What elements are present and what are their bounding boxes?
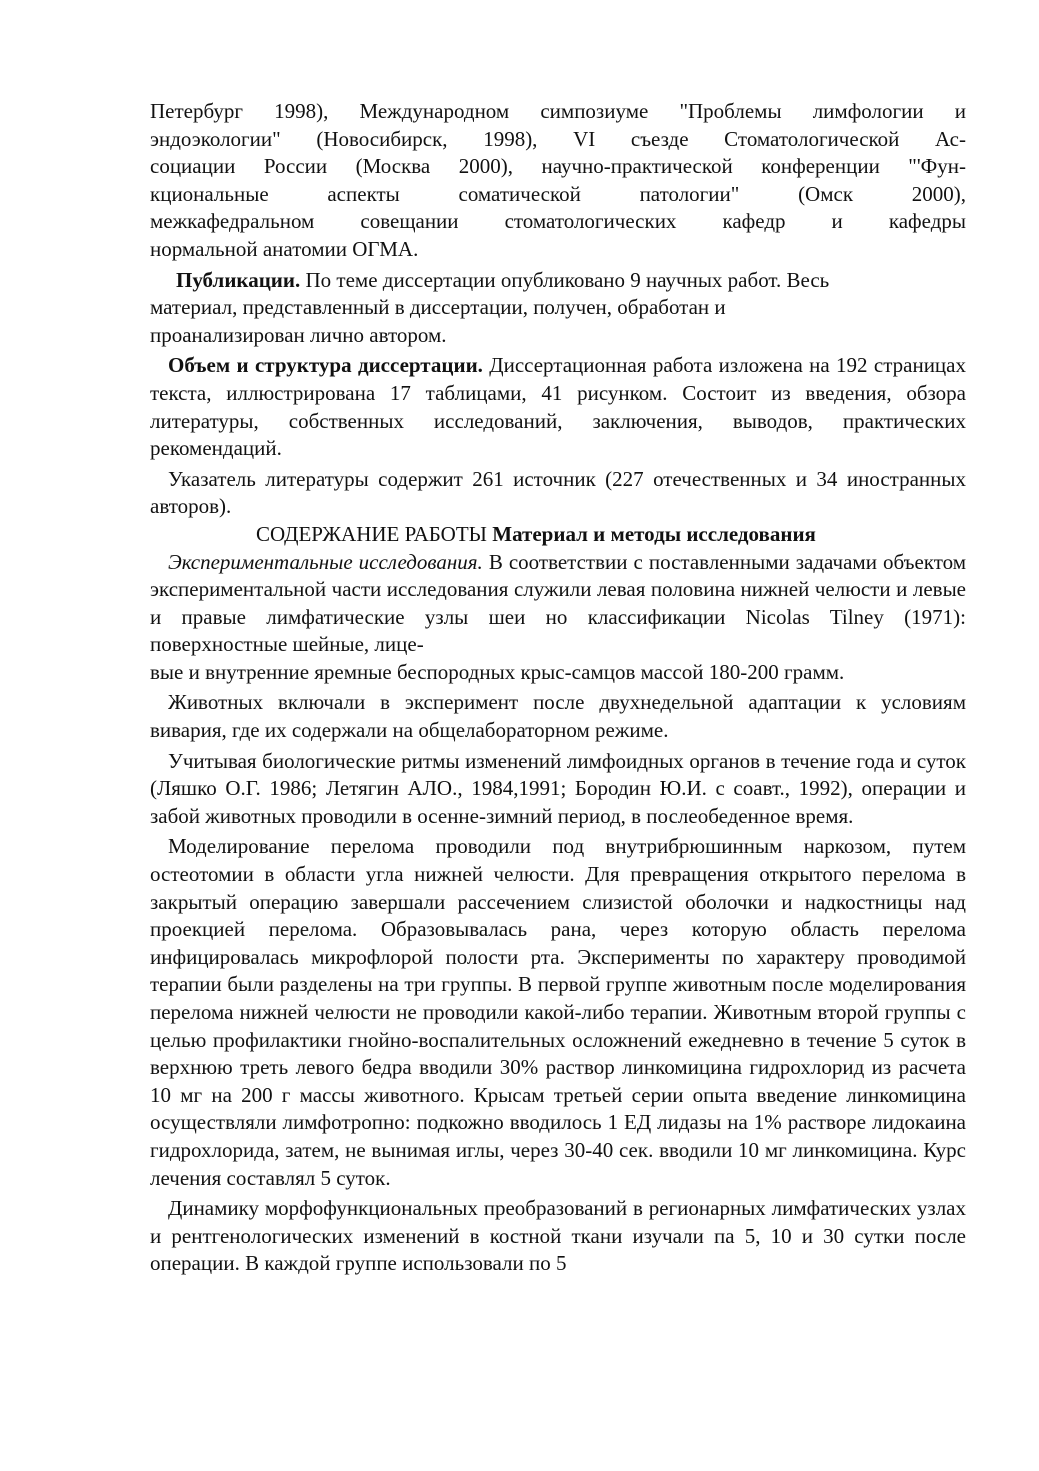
paragraph-modeling xyxy=(150,833,966,1192)
paragraph-structure xyxy=(150,352,966,462)
paragraph-references xyxy=(150,466,966,521)
publications-line: материал, представленный в диссертации, получен, обработан и xyxy=(150,295,726,320)
publications-line: По теме диссертации опубликовано 9 научных работ. Весь xyxy=(300,267,830,292)
paragraph-publications xyxy=(150,267,966,350)
section-title xyxy=(150,521,966,549)
references-text: Указатель литературы содержит 261 источник (227 отечественных и 34 иностранных авторов). xyxy=(150,466,966,519)
paragraph-experimental-tail xyxy=(150,659,966,687)
dynamics-text: Динамику морфофункциональных преобразований в регионарных лимфатических узлах и рентгенологических изменений в костной ткани изучали па 5, 10 и 30 сутки после операции. В каждой группе использовали по 5 xyxy=(150,1196,966,1276)
animals-text: Животных включали в эксперимент после двухнедельной адаптации к условиям вивария, где их содержали на общелабораторном режиме. xyxy=(150,690,966,743)
text-line: социации России (Москва 2000), научно-практической конференции "'Фун- xyxy=(150,154,966,179)
experimental-tail: вые и внутренние яремные беспородных крыс-самцов массой 180-200 грамм. xyxy=(150,659,845,684)
paragraph-rhythms xyxy=(150,748,966,831)
experimental-text: В соответствии с поставленными задачами объектом экспериментальной части исследования служили левая половина нижней челюсти и левые и правые лимфатические узлы шеи но классификации Nicolas Tilney (1971): поверхностные шейные, лице- xyxy=(150,549,967,657)
paragraph-conferences xyxy=(150,98,966,264)
section-title-plain: СОДЕРЖАНИЕ РАБОТЫ xyxy=(256,521,493,546)
rhythms-text: Учитывая биологические ритмы изменений лимфоидных органов в течение года и суток (Ляшко О.Г. 1986; Летягин АЛО., 1984,1991; Бородин Ю.И. с соавт., 1992), операции и забой животных проводили в осенне-зимний период, в послеобеденное время. xyxy=(150,748,966,828)
structure-heading: Объем и структура диссертации. xyxy=(168,353,483,378)
text-line: кциональные аспекты соматической патологии" (Омск 2000), xyxy=(150,181,966,206)
paragraph-dynamics xyxy=(150,1195,966,1278)
publications-line: проанализирован лично автором. xyxy=(150,322,447,347)
text-line: нормальной анатомии ОГМА. xyxy=(150,236,419,261)
paragraph-animals xyxy=(150,689,966,744)
section-title-bold: Материал и методы исследования xyxy=(492,521,816,546)
document-page xyxy=(150,98,966,1278)
publications-heading: Публикации. xyxy=(176,267,301,292)
text-line: межкафедральном совещании стоматологических кафедр и кафедры xyxy=(150,209,966,234)
experimental-heading: Экспериментальные исследования. xyxy=(168,549,483,574)
text-line: Петербург 1998), Международном симпозиуме "Проблемы лимфологии и xyxy=(150,99,966,123)
structure-text: Диссертационная работа изложена на 192 страницах текста, иллюстрирована 17 таблицами, 41 рисунком. Состоит из введения, обзора литературы, собственных исследований, заключения, выводов, практических рекомендаций. xyxy=(150,353,966,461)
modeling-text: Моделирование перелома проводили под внутрибрюшинным наркозом, путем остеотомии в области угла нижней челюсти. Для превращения открытого перелома в закрытый операцию завершали рассечением слизистой оболочки и надкостницы над проекцией перелома. Образовывалась рана, через которую область перелома инфицировалась микрофлорой полости рта. Эксперименты по характеру проводимой терапии были разделены на три группы. В первой группе животным после моделирования перелома нижней челюсти не проводили какой-либо терапии. Животным второй группы с целью профилактики гнойно-воспалительных осложнений ежедневно в течение 5 суток в верхнюю треть левого бедра вводили 30% раствор линкомицина гидрохлорид из расчета 10 мг на 200 г массы животного. Крысам третьей серии опыта введение линкомицина осуществляли лимфотропно: подкожно вводилось 1 ЕД лидазы на 1% растворе лидокаина гидрохлорида, затем, не вынимая иглы, через 30-40 сек. вводили 10 мг линкомицина. Курс лечения составлял 5 суток. xyxy=(150,834,966,1190)
text-line: эндоэкологии" (Новосибирск, 1998), VI съезде Стоматологической Ас- xyxy=(150,126,966,151)
paragraph-experimental xyxy=(150,549,966,659)
